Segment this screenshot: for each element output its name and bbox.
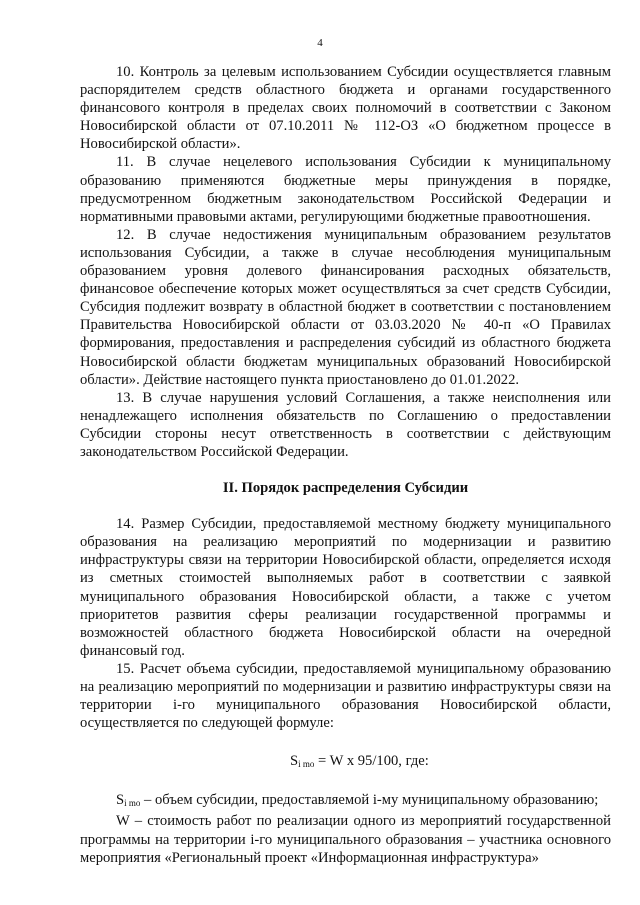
document-body [80, 63, 611, 867]
paragraph-10: 10. Контроль за целевым использованием Субсидии осуществляется главным распорядителем средств областного бюджета и органами государственного финансового контроля в пределах своих полномочий в соответствии с Законом Новосибирской области от 07.10.2011 № 112-ОЗ «О бюджетном процессе в Новосибирской области». [80, 64, 611, 153]
paragraph-15: 15. Расчет объема субсидии, предоставляемой муниципальному образованию на реализацию мероприятий по модернизации и развитию инфраструктуры связи на территории i-го муниципального образования Новосибирской области, осуществляется по следующей формуле: [80, 660, 611, 732]
definition-s-text: – объем субсидии, предоставляемой i-му муниципальному образованию; [140, 792, 599, 809]
definition-s-subscript: i mo [124, 798, 141, 809]
paragraph-13: 13. В случае нарушения условий Соглашения, а также неисполнения или ненадлежащего исполнения обязательств по Соглашению о предоставлении Субсидии стороны несут ответственность в соответствии с действующим законодательством Российской Федерации. [80, 389, 611, 460]
paragraph-12: 12. В случае недостижения муниципальным образованием результатов использования Субсидии, а также в случае несоблюдения муниципальным образованием уровня долевого финансирования расходных обязательств, финансовое обеспечение которых может осуществляться за счет средств Субсидии, Субсидия подлежит возврату в областной бюджет в соответствии с постановлением Правительства Новосибирской области от 03.03.2020 № 40-п «О Правилах формирования, предоставления и распределения субсидий из областного бюджета Новосибирской области бюджетам муниципальных образований Новосибирской области». Действие настоящего пункта приостановлено до 01.01.2022. [80, 226, 611, 388]
definition-s [80, 791, 611, 812]
definition-s-symbol: S [116, 792, 125, 809]
formula-symbol: S [290, 753, 299, 770]
formula-subscript: i mo [298, 759, 315, 770]
formula [80, 752, 611, 773]
paragraph-14: 14. Размер Субсидии, предоставляемой местному бюджету муниципального образования на реализацию мероприятий по модернизации и развитию инфраструктуры связи на территории Новосибирской области, определяется исходя из сметных стоимостей выполняемых работ в соответствии с заявкой муниципального образования Новосибирской области, а также с учетом приоритетов развития сферы реализации государственной программы и возможностей областного бюджета Новосибирской области на очередной финансовый год. [80, 516, 611, 659]
formula-expression: = W x 95/100, где: [314, 753, 429, 770]
page-number: 4 [317, 37, 323, 49]
paragraph-11: 11. В случае нецелевого использования Субсидии к муниципальному образованию применяются бюджетные меры принуждения в порядке, предусмотренном бюджетным законодательством Российской Федерации и нормативными правовыми актами, регулирующими бюджетные правоотношения. [80, 154, 611, 225]
section-heading: II. Порядок распределения Субсидии [222, 480, 469, 497]
definition-w: W – стоимость работ по реализации одного из мероприятий государственной программы на территории i-го муниципального образования – участника основного мероприятия «Региональный проект «Информационная инфраструктура» [80, 813, 611, 866]
